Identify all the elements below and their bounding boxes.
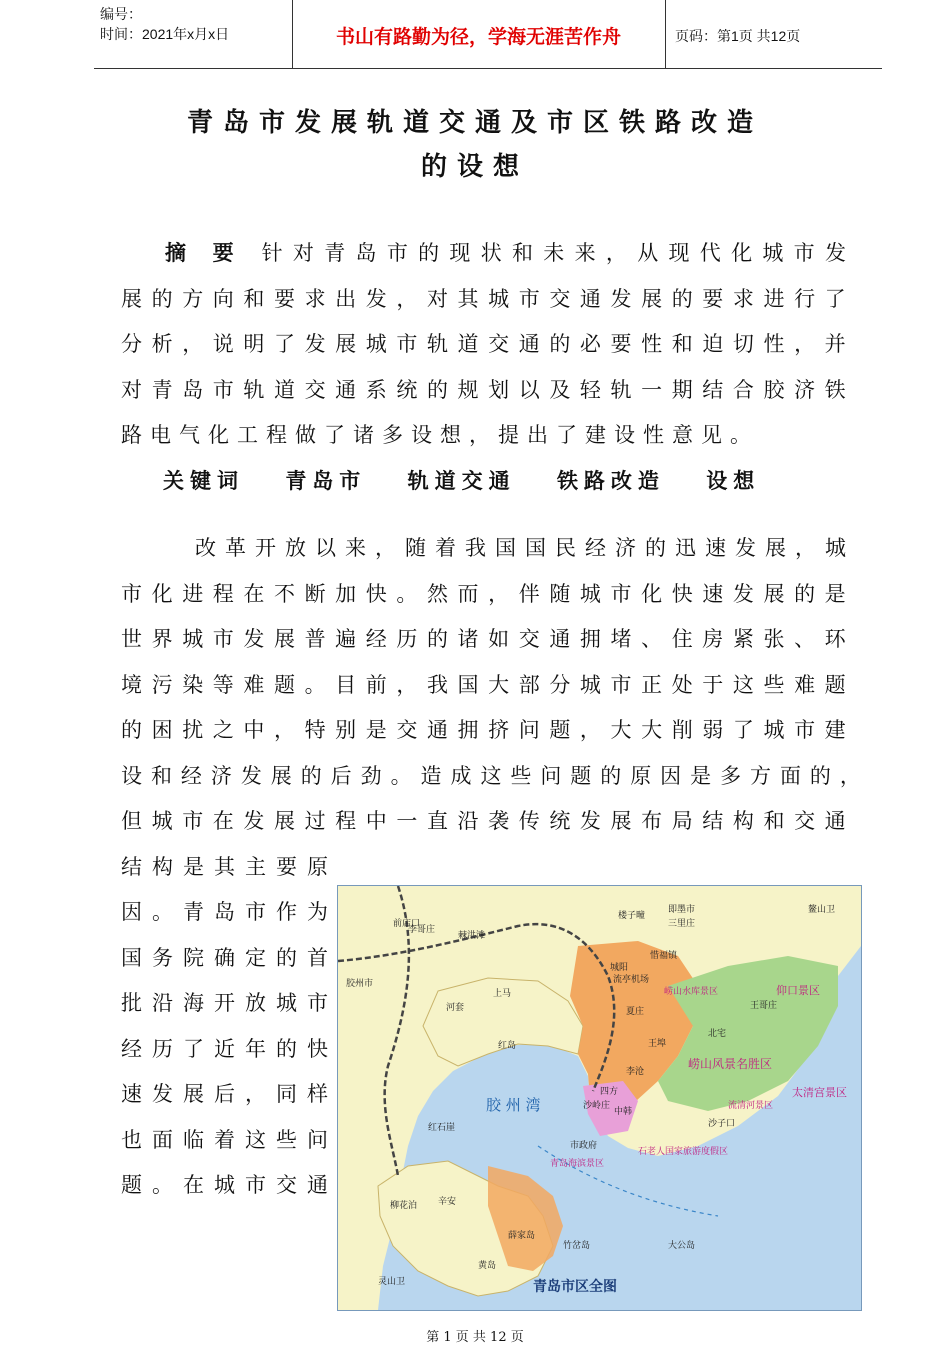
keywords-line (163, 465, 794, 495)
document-title-line1: 青岛市发展轨道交通及市区铁路改造 (186, 108, 763, 138)
map-place-label: 城阳 (610, 963, 629, 973)
map-place-label: 大公岛 (668, 1241, 696, 1251)
map-place-label: 市政府 (570, 1141, 598, 1151)
map-place-label: 红岛 (498, 1041, 517, 1051)
abstract-line-2: 展 的 方 向 和 要 求 出 发 ， 对 其 城 市 交 通 发 展 的 要 求 进 行 了 (121, 287, 846, 311)
map-place-label: 王哥庄 (750, 1001, 778, 1011)
map-place-label: 胶州市 (346, 979, 374, 989)
keyword-item: 轨道交通 (407, 469, 516, 493)
body-wrap-line-7: 也 面 临 着 这 些 问 (121, 1128, 328, 1152)
map-place-label: 北宅 (708, 1029, 727, 1039)
map-caption: 青岛市区全图 (533, 1279, 617, 1295)
map-place-label: 即墨市 (668, 905, 696, 915)
abstract-text-1: 针 对 青 岛 市 的 现 状 和 未 来 ， 从 现 代 化 城 市 发 (261, 241, 846, 265)
map-place-label: 沙子口 (708, 1119, 736, 1129)
body-wrap-line-6: 速 发 展 后 ， 同 样 (121, 1082, 328, 1106)
map-place-label: 上马 (493, 989, 512, 999)
map-place-label: 李哥庄 (408, 925, 436, 935)
body-line-1: 改 革 开 放 以 来 ， 随 着 我 国 国 民 经 济 的 迅 速 发 展 ， 城 (195, 536, 846, 560)
header-page-info: 页码：第1页 共12页 (675, 28, 801, 44)
keyword-item: 铁路改造 (556, 469, 665, 493)
map-place-label: 灵山卫 (378, 1277, 406, 1287)
map-place-label: 三里庄 (668, 919, 696, 929)
document-time-label: 时间：2021年x月x日 (100, 26, 230, 42)
body-wrap-line-3: 国 务 院 确 定 的 首 (121, 946, 328, 970)
abstract-label: 摘 要 (165, 240, 238, 265)
map-place-label: 棘洪滩 (458, 931, 486, 941)
map-place-label: 中韩 (614, 1107, 633, 1117)
map-place-label: 青岛海滨景区 (550, 1159, 605, 1169)
map-place-label: 薛家岛 (508, 1231, 536, 1241)
document-title-line2: 的设想 (420, 152, 529, 182)
body-wrap-line-1: 结 构 是 其 主 要 原 (121, 855, 328, 879)
map-place-label: 流亭机场 (613, 975, 650, 985)
keywords-label: 关键词 (163, 469, 244, 493)
map-place-label: 仰口景区 (776, 984, 820, 997)
qingdao-map (337, 885, 862, 1311)
document-number-label: 编号： (100, 6, 142, 22)
body-line-5: 的 困 扰 之 中 ， 特 别 是 交 通 拥 挤 问 题 ， 大 大 削 弱 了 城 市 建 (121, 718, 846, 742)
header-meta-cell (94, 0, 293, 68)
body-line-6: 设 和 经 济 发 展 的 后 劲 。 造 成 这 些 问 题 的 原 因 是 多 方 面 的 ， (121, 764, 861, 788)
map-place-label: 流清河景区 (728, 1101, 774, 1111)
map-place-label: 辛安 (438, 1197, 457, 1207)
map-bay-label: 胶 州 湾 (486, 1096, 541, 1114)
body-line-2: 市 化 进 程 在 不 断 加 快 。 然 而 ， 伴 随 城 市 化 快 速 发 展 的 是 (121, 582, 846, 606)
map-place-label: 石老人国家旅游度假区 (638, 1147, 729, 1157)
abstract-line-3: 分 析 ， 说 明 了 发 展 城 市 轨 道 交 通 的 必 要 性 和 迫 切 性 ， 并 (121, 332, 846, 356)
keyword-item: 青岛市 (285, 469, 367, 493)
body-line-3: 世 界 城 市 发 展 普 遍 经 历 的 诸 如 交 通 拥 堵 、 住 房 紧 张 、 环 (121, 627, 846, 651)
map-place-label: 李沧 (626, 1067, 645, 1077)
map-place-label: 崂山风景名胜区 (688, 1057, 773, 1071)
map-place-label: 鳌山卫 (808, 905, 836, 915)
body-line-4: 境 污 染 等 难 题 。 目 前 ， 我 国 大 部 分 城 市 正 处 于 这 些 难 题 (121, 673, 846, 697)
map-place-label: 太清宫景区 (792, 1086, 847, 1099)
map-place-label: 崂山水库景区 (664, 987, 719, 997)
page-footer: 第 1 页 共 12 页 (426, 1330, 524, 1345)
header-motto-cell (292, 0, 666, 68)
body-wrap-line-8: 题 。 在 城 市 交 通 (121, 1173, 328, 1197)
map-graphic (338, 886, 861, 1310)
abstract-line-1 (165, 238, 846, 268)
map-place-label: 楼子疃 (618, 911, 646, 921)
map-place-label: 夏庄 (626, 1007, 645, 1017)
keyword-item: 设想 (706, 469, 761, 493)
body-wrap-line-2: 因 。 青 岛 市 作 为 (121, 900, 328, 924)
map-place-label: 前店口 (393, 919, 421, 929)
map-place-label: 四方 (600, 1087, 619, 1097)
body-line-7: 但 城 市 在 发 展 过 程 中 一 直 沿 袭 传 统 发 展 布 局 结 构 和 交 通 (121, 809, 846, 833)
map-place-label: 王埠 (648, 1039, 667, 1049)
abstract-line-4: 对 青 岛 市 轨 道 交 通 系 统 的 规 划 以 及 轻 轨 一 期 结 合 胶 济 铁 (121, 378, 846, 402)
map-place-label: 惜福镇 (650, 951, 678, 961)
abstract-line-5: 路 电 气 化 工 程 做 了 诸 多 设 想 ， 提 出 了 建 设 性 意 见 。 (121, 423, 751, 447)
map-place-label: 黄岛 (478, 1261, 497, 1271)
header-page-cell (665, 0, 882, 68)
map-place-label: 沙岭庄 (583, 1101, 611, 1111)
body-wrap-line-5: 经 历 了 近 年 的 快 (121, 1037, 328, 1061)
map-place-label: 柳花泊 (390, 1201, 418, 1211)
map-place-label: 河套 (446, 1003, 465, 1013)
header-motto: 书山有路勤为径，学海无涯苦作舟 (335, 26, 621, 48)
map-place-label: 红石崖 (428, 1123, 456, 1133)
page-header (94, 0, 882, 69)
body-wrap-line-4: 批 沿 海 开 放 城 市 (121, 991, 328, 1015)
map-place-label: 竹岔岛 (563, 1241, 591, 1251)
